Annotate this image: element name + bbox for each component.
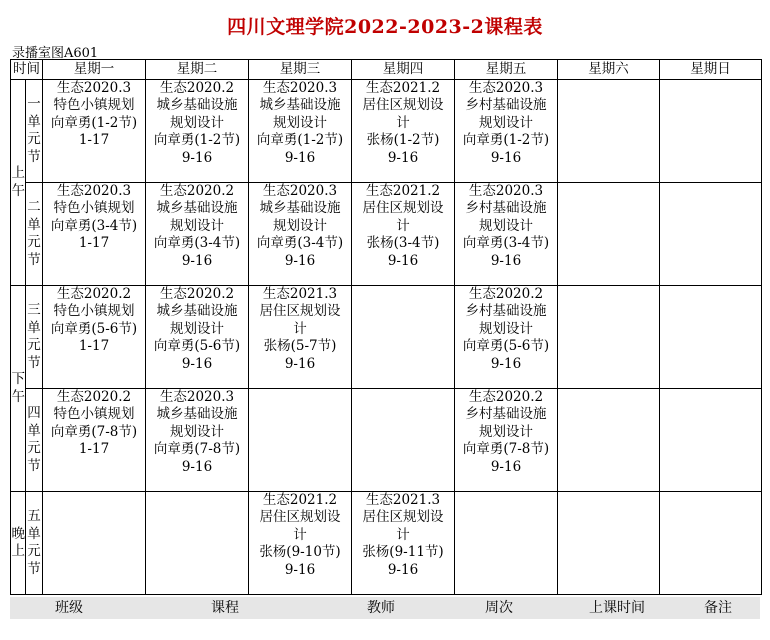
course-cell — [43, 80, 146, 183]
course-cell — [146, 80, 249, 183]
course-cell — [352, 183, 455, 286]
course-line: 1-17 — [78, 235, 110, 252]
period-label: 上午 — [11, 165, 25, 199]
schedule-row — [11, 286, 762, 389]
course-line: 生态2021.3 — [262, 286, 338, 302]
slot-1 — [26, 80, 43, 183]
course-line: 1-17 — [78, 132, 110, 149]
course-line: 向章勇(3-4节) — [256, 235, 344, 252]
course-line: 生态2020.2 — [159, 80, 235, 96]
course-line: 特色小镇规划 — [53, 406, 135, 423]
period-evening — [11, 492, 26, 595]
course-cell — [455, 183, 558, 286]
course-line: 9-16 — [284, 561, 316, 578]
course-line: 向章勇(1-2节) — [153, 132, 241, 149]
course-line: 张杨(3-4节) — [366, 235, 440, 252]
header-tuesday: 星期二 — [146, 60, 249, 80]
course-line: 城乡基础设施 — [156, 406, 238, 423]
course-line: 向章勇(1-2节) — [256, 132, 344, 149]
course-line: 计 — [293, 320, 307, 337]
period-label: 晚上 — [11, 525, 25, 559]
course-cell — [249, 183, 352, 286]
course-line: 9-16 — [284, 252, 316, 269]
course-cell — [146, 183, 249, 286]
course-line: 生态2020.2 — [468, 286, 544, 302]
course-cell — [352, 286, 455, 389]
course-line: 9-16 — [387, 252, 419, 269]
course-cell — [249, 492, 352, 595]
slot-label: 四单元节 — [27, 405, 41, 474]
course-line: 城乡基础设施 — [259, 200, 341, 217]
course-line: 9-16 — [387, 149, 419, 166]
course-line: 规划设计 — [170, 423, 224, 440]
footer-class: 班级 — [55, 600, 83, 616]
course-cell — [146, 389, 249, 492]
header-row — [11, 60, 762, 80]
header-time: 时间 — [11, 60, 43, 80]
course-line: 生态2021.3 — [365, 492, 441, 508]
course-line: 9-16 — [284, 355, 316, 372]
course-line: 乡村基础设施 — [465, 303, 547, 320]
course-cell — [146, 492, 249, 595]
course-line: 向章勇(5-6节) — [153, 338, 241, 355]
course-cell — [249, 286, 352, 389]
course-line: 特色小镇规划 — [53, 200, 135, 217]
course-cell — [43, 286, 146, 389]
header-saturday: 星期六 — [558, 60, 660, 80]
schedule-row — [11, 183, 762, 286]
course-cell — [43, 492, 146, 595]
course-line: 向章勇(7-8节) — [153, 441, 241, 458]
course-line: 张杨(5-7节) — [263, 338, 337, 355]
slot-3 — [26, 286, 43, 389]
course-line: 9-16 — [387, 561, 419, 578]
course-line: 规划设计 — [170, 217, 224, 234]
course-cell — [146, 286, 249, 389]
course-line: 生态2020.2 — [56, 389, 132, 405]
course-cell — [455, 389, 558, 492]
room-label: 录播室图A601 — [12, 46, 99, 61]
footer-notes: 备注 — [704, 600, 732, 616]
slot-5 — [26, 492, 43, 595]
course-line: 生态2020.2 — [159, 286, 235, 302]
course-line: 规划设计 — [479, 217, 533, 234]
course-cell — [660, 80, 762, 183]
slot-4 — [26, 389, 43, 492]
course-cell — [558, 80, 660, 183]
course-line: 生态2020.2 — [56, 286, 132, 302]
course-line: 向章勇(5-6节) — [462, 338, 550, 355]
course-line: 向章勇(5-6节) — [50, 320, 138, 337]
course-line: 居住区规划设 — [362, 97, 444, 114]
course-line: 生态2020.3 — [56, 183, 132, 199]
course-line: 乡村基础设施 — [465, 97, 547, 114]
course-cell — [660, 389, 762, 492]
course-line: 9-16 — [284, 149, 316, 166]
course-line: 张杨(9-11节) — [362, 544, 444, 561]
course-line: 生态2021.2 — [365, 80, 441, 96]
course-line: 生态2021.2 — [365, 183, 441, 199]
course-line: 规划设计 — [170, 320, 224, 337]
schedule-row — [11, 80, 762, 183]
course-line: 9-16 — [490, 458, 522, 475]
slot-label: 三单元节 — [27, 302, 41, 371]
course-line: 9-16 — [181, 252, 213, 269]
course-line: 9-16 — [181, 355, 213, 372]
course-cell — [660, 286, 762, 389]
course-line: 城乡基础设施 — [156, 200, 238, 217]
course-line: 居住区规划设 — [259, 509, 341, 526]
header-thursday: 星期四 — [352, 60, 455, 80]
course-line: 生态2020.3 — [159, 389, 235, 405]
course-cell — [43, 389, 146, 492]
period-afternoon — [11, 286, 26, 492]
course-line: 规划设计 — [479, 114, 533, 131]
course-line: 向章勇(1-2节) — [462, 132, 550, 149]
course-line: 规划设计 — [479, 423, 533, 440]
course-line: 计 — [396, 217, 410, 234]
course-line: 生态2020.2 — [159, 183, 235, 199]
course-line: 城乡基础设施 — [156, 303, 238, 320]
course-line: 计 — [396, 114, 410, 131]
course-cell — [558, 389, 660, 492]
course-line: 9-16 — [181, 458, 213, 475]
schedule-row — [11, 389, 762, 492]
course-line: 规划设计 — [479, 320, 533, 337]
period-morning — [11, 80, 26, 286]
slot-label: 一单元节 — [27, 96, 41, 165]
course-line: 向章勇(7-8节) — [462, 441, 550, 458]
course-cell — [558, 492, 660, 595]
course-line: 生态2020.3 — [56, 80, 132, 96]
course-line: 向章勇(3-4节) — [50, 217, 138, 234]
course-line: 向章勇(3-4节) — [153, 235, 241, 252]
course-line: 生态2020.2 — [468, 389, 544, 405]
course-line: 9-16 — [490, 149, 522, 166]
period-label: 下午 — [11, 371, 25, 405]
course-line: 生态2020.3 — [468, 183, 544, 199]
course-line: 计 — [396, 526, 410, 543]
course-cell — [352, 389, 455, 492]
course-cell — [249, 80, 352, 183]
course-line: 生态2020.3 — [262, 183, 338, 199]
course-cell — [558, 286, 660, 389]
course-cell — [660, 183, 762, 286]
course-line: 计 — [293, 526, 307, 543]
footer-teacher: 教师 — [367, 600, 395, 616]
course-line: 向章勇(7-8节) — [50, 423, 138, 440]
schedule-table — [10, 59, 762, 595]
schedule-row — [11, 492, 762, 595]
course-cell — [352, 492, 455, 595]
course-line: 生态2020.3 — [262, 80, 338, 96]
course-cell — [455, 80, 558, 183]
header-wednesday: 星期三 — [249, 60, 352, 80]
course-cell — [43, 183, 146, 286]
course-line: 1-17 — [78, 338, 110, 355]
course-line: 规划设计 — [273, 114, 327, 131]
course-line: 乡村基础设施 — [465, 406, 547, 423]
course-line: 特色小镇规划 — [53, 97, 135, 114]
course-cell — [455, 286, 558, 389]
course-cell — [558, 183, 660, 286]
schedule-title: 四川文理学院2022-2023-2课程表 — [227, 16, 543, 38]
course-line: 向章勇(1-2节) — [50, 114, 138, 131]
course-line: 居住区规划设 — [362, 509, 444, 526]
course-line: 9-16 — [181, 149, 213, 166]
course-cell — [352, 80, 455, 183]
footer-course: 课程 — [211, 600, 239, 616]
course-line: 向章勇(3-4节) — [462, 235, 550, 252]
header-monday: 星期一 — [43, 60, 146, 80]
slot-label: 二单元节 — [27, 199, 41, 268]
course-line: 生态2021.2 — [262, 492, 338, 508]
course-line: 生态2020.3 — [468, 80, 544, 96]
slot-2 — [26, 183, 43, 286]
course-line: 居住区规划设 — [362, 200, 444, 217]
header-friday: 星期五 — [455, 60, 558, 80]
course-cell — [660, 492, 762, 595]
course-line: 城乡基础设施 — [259, 97, 341, 114]
course-line: 1-17 — [78, 441, 110, 458]
header-sunday: 星期日 — [660, 60, 762, 80]
footer-class-time: 上课时间 — [589, 600, 645, 616]
course-cell — [249, 389, 352, 492]
course-line: 城乡基础设施 — [156, 97, 238, 114]
course-line: 特色小镇规划 — [53, 303, 135, 320]
course-line: 居住区规划设 — [259, 303, 341, 320]
footer-weeks: 周次 — [485, 600, 513, 616]
footer-bar — [10, 597, 760, 619]
course-line: 规划设计 — [273, 217, 327, 234]
course-line: 张杨(1-2节) — [366, 132, 440, 149]
course-line: 9-16 — [490, 252, 522, 269]
course-line: 乡村基础设施 — [465, 200, 547, 217]
course-line: 9-16 — [490, 355, 522, 372]
course-line: 张杨(9-10节) — [259, 544, 341, 561]
course-line: 规划设计 — [170, 114, 224, 131]
slot-label: 五单元节 — [27, 508, 41, 577]
course-cell — [455, 492, 558, 595]
